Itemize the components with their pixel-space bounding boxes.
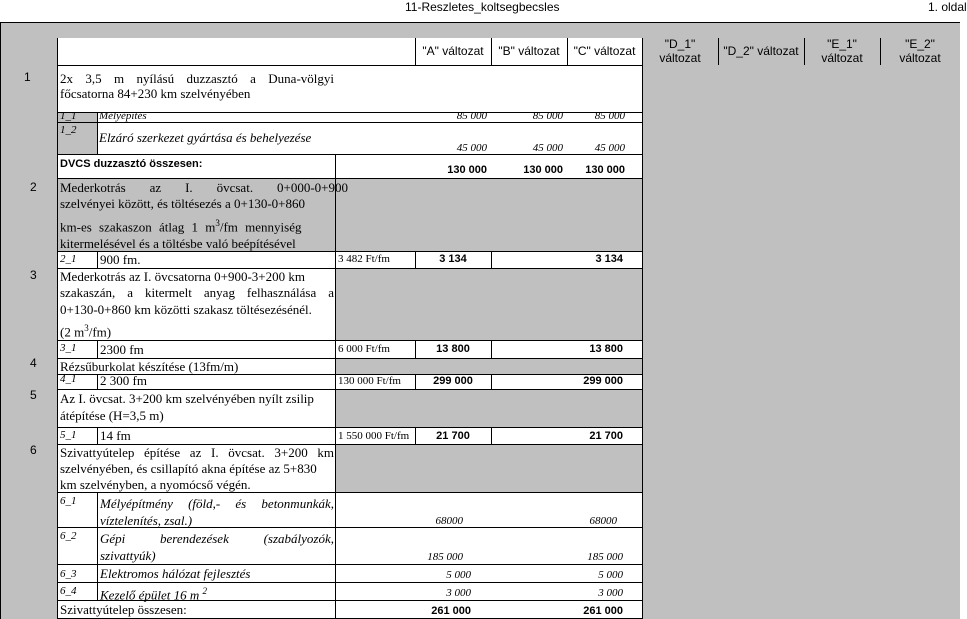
item-code: 1_2 bbox=[60, 124, 77, 136]
section-description: szelvényében, és csillapító akna építése az 5+830 bbox=[60, 461, 317, 476]
section-description: kitermelésével és a töltésbe való beépítésével bbox=[60, 236, 296, 251]
total-value-a: 130 000 bbox=[447, 164, 487, 176]
item-value-b: 45 000 bbox=[532, 142, 563, 154]
column-header-d2: "D_2" változat bbox=[723, 44, 799, 58]
column-header-e1 bbox=[804, 37, 880, 65]
item-value-c: 5 000 bbox=[598, 569, 623, 581]
section-number: 1 bbox=[24, 70, 31, 84]
section-description: Az I. övcsat. 3+200 km szelvényében nyílt zsilip bbox=[60, 391, 314, 406]
grid-line bbox=[57, 582, 642, 583]
total-value-c: 130 000 bbox=[585, 164, 625, 176]
page-number: 1. oldal bbox=[928, 0, 967, 14]
superscript: 3 bbox=[84, 323, 89, 333]
grid-line bbox=[335, 178, 336, 618]
section-description: Rézsűburkolat készítése (13fm/m) bbox=[60, 359, 239, 374]
item-description: Mélyépítmény (föld,- és betonmunkák, bbox=[100, 496, 334, 511]
grid-line bbox=[57, 65, 642, 66]
item-unit-price: 6 000 Ft/fm bbox=[338, 343, 390, 355]
section-number: 3 bbox=[30, 268, 37, 282]
gray-right-area bbox=[642, 22, 960, 619]
section-description: Mederkotrás az I. övcsat. 0+000-0+900 bbox=[60, 180, 348, 195]
item-value-c: 68000 bbox=[589, 515, 617, 527]
section-description: szelvényei között, és töltésezés a 0+130-0+860 bbox=[60, 196, 305, 211]
item-value-c: 45 000 bbox=[594, 142, 625, 154]
grid-line bbox=[57, 564, 642, 565]
section-description-part: /fm mennyiség bbox=[219, 219, 302, 235]
item-value-a: 68000 bbox=[435, 515, 463, 527]
item-code: 6_4 bbox=[60, 585, 77, 597]
gray-left-column bbox=[0, 22, 57, 619]
item-description: víztelenítés, zsal.) bbox=[100, 513, 193, 528]
item-value-a: 13 800 bbox=[436, 343, 470, 355]
grid-line bbox=[57, 492, 642, 493]
grid-line bbox=[57, 251, 642, 252]
section-number: 6 bbox=[30, 443, 37, 457]
item-description: Elektromos hálózat fejlesztés bbox=[100, 566, 251, 581]
item-quantity: 900 fm. bbox=[100, 252, 141, 267]
item-value-c: 299 000 bbox=[583, 375, 623, 387]
section-number: 4 bbox=[30, 356, 37, 370]
grid-line bbox=[97, 340, 98, 358]
total-value-a: 261 000 bbox=[431, 605, 471, 617]
total-value-b: 130 000 bbox=[523, 164, 563, 176]
item-quantity: 2 300 fm bbox=[100, 373, 147, 388]
item-unit-price: 3 482 Ft/fm bbox=[338, 253, 390, 265]
item-description: Mélyépítés bbox=[99, 110, 147, 122]
section-description: km szelvényben, a nyomócső végén. bbox=[60, 477, 251, 492]
item-value-a: 21 700 bbox=[436, 430, 470, 442]
superscript: 2 bbox=[202, 586, 208, 596]
grid-line bbox=[97, 251, 98, 268]
section-description: Szivattyútelep építése az I. övcsat. 3+200 km bbox=[60, 445, 334, 460]
column-header-c: "C" változat bbox=[573, 44, 636, 58]
item-code: 6_1 bbox=[60, 495, 77, 507]
column-header-e1-line1: "E_1" bbox=[827, 37, 857, 51]
grid-line bbox=[335, 154, 336, 178]
grid-line bbox=[57, 178, 642, 179]
item-code: 3_1 bbox=[60, 342, 77, 354]
grid-line bbox=[57, 389, 642, 390]
grid-line bbox=[97, 374, 98, 389]
section-number: 5 bbox=[30, 388, 37, 402]
column-header-a: "A" változat bbox=[422, 44, 484, 58]
gray-cover-5 bbox=[335, 358, 642, 374]
grid-line bbox=[57, 340, 642, 341]
item-value-b: 85 000 bbox=[532, 110, 563, 122]
column-header-d1-line2: változat bbox=[659, 51, 701, 65]
item-code: 4_1 bbox=[60, 373, 77, 385]
item-unit-price: 1 550 000 Ft/fm bbox=[338, 430, 410, 442]
grid-line bbox=[0, 22, 960, 23]
column-header-e1-line2: változat bbox=[821, 51, 863, 65]
item-value-c: 3 000 bbox=[598, 587, 623, 599]
section-description bbox=[60, 216, 335, 234]
item-unit-price: 130 000 Ft/fm bbox=[338, 375, 401, 387]
item-code: 1_1 bbox=[60, 110, 77, 122]
item-code: 2_1 bbox=[60, 253, 77, 265]
section-description-part: /fm) bbox=[88, 324, 112, 340]
item-value-a: 3 000 bbox=[446, 587, 471, 599]
item-code: 6_2 bbox=[60, 530, 77, 542]
grid-line bbox=[0, 22, 1, 619]
gray-cover-6 bbox=[335, 389, 642, 427]
gray-cover-3 bbox=[335, 178, 642, 251]
superscript: 3 bbox=[215, 218, 220, 228]
column-header-e2 bbox=[880, 37, 960, 65]
grid-line bbox=[491, 374, 492, 389]
section-description: főcsatorna 84+230 km szelvényében bbox=[60, 86, 251, 101]
item-value-a: 45 000 bbox=[456, 142, 487, 154]
item-description: Gépi berendezések (szabályozók, bbox=[100, 531, 334, 546]
gray-cover-7 bbox=[335, 444, 642, 492]
item-value-a: 185 000 bbox=[427, 551, 463, 563]
section-description: 2x 3,5 m nyílású duzzasztó a Duna-völgyi bbox=[60, 71, 334, 86]
section-total-label: DVCS duzzasztó összesen: bbox=[60, 158, 203, 170]
column-header-e2-line1: "E_2" bbox=[905, 37, 935, 51]
column-header-e2-line2: változat bbox=[899, 51, 941, 65]
item-quantity: 14 fm bbox=[100, 428, 131, 443]
item-code: 6_3 bbox=[60, 568, 77, 580]
grid-line bbox=[97, 112, 98, 154]
grid-line bbox=[57, 38, 58, 619]
item-description-text: Kezelő épület 16 m bbox=[100, 587, 200, 603]
grid-line bbox=[642, 38, 643, 619]
item-value-c: 3 134 bbox=[595, 253, 623, 265]
section-total-label: Szivattyútelep összesen: bbox=[60, 602, 187, 617]
item-value-c: 21 700 bbox=[589, 430, 623, 442]
gray-cover-4 bbox=[335, 268, 642, 340]
grid-line bbox=[97, 492, 98, 600]
column-header-d1-line1: "D_1" bbox=[664, 37, 696, 51]
item-quantity: 2300 fm bbox=[100, 342, 144, 357]
item-value-a: 3 134 bbox=[439, 253, 467, 265]
total-value-c: 261 000 bbox=[583, 605, 623, 617]
section-description: átépítése (H=3,5 m) bbox=[60, 408, 164, 423]
item-description: Elzáró szerkezet gyártása és behelyezése bbox=[99, 130, 312, 145]
item-code: 5_1 bbox=[60, 429, 77, 441]
column-header-d1 bbox=[642, 37, 718, 65]
section-number: 2 bbox=[30, 180, 37, 194]
item-value-c: 85 000 bbox=[594, 110, 625, 122]
column-header-b: "B" változat bbox=[498, 44, 560, 58]
section-description: Mederkotrás az I. övcsatorna 0+900-3+200 km bbox=[60, 269, 305, 284]
item-description: szivattyúk) bbox=[100, 548, 156, 563]
grid-line bbox=[491, 427, 492, 444]
section-description-part: km-es szakaszon átlag 1 m bbox=[60, 219, 216, 235]
grid-line bbox=[57, 427, 642, 428]
section-description: 0+130-0+860 km közötti szakasz töltésezésénél. bbox=[60, 302, 312, 317]
section-description bbox=[60, 321, 111, 339]
document-title: 11-Reszletes_koltsegbecsles bbox=[405, 0, 560, 14]
item-value-c: 13 800 bbox=[589, 343, 623, 355]
item-value-a: 85 000 bbox=[456, 110, 487, 122]
grid-line bbox=[491, 340, 492, 358]
section-description-part: (2 m bbox=[60, 324, 85, 340]
grid-line bbox=[491, 251, 492, 268]
section-description: szakaszán, a kitermelt anyag felhasználása a bbox=[60, 285, 334, 300]
item-description bbox=[100, 584, 207, 602]
item-value-c: 185 000 bbox=[587, 551, 623, 563]
grid-line bbox=[97, 427, 98, 444]
item-value-a: 299 000 bbox=[433, 375, 473, 387]
item-value-a: 5 000 bbox=[446, 569, 471, 581]
